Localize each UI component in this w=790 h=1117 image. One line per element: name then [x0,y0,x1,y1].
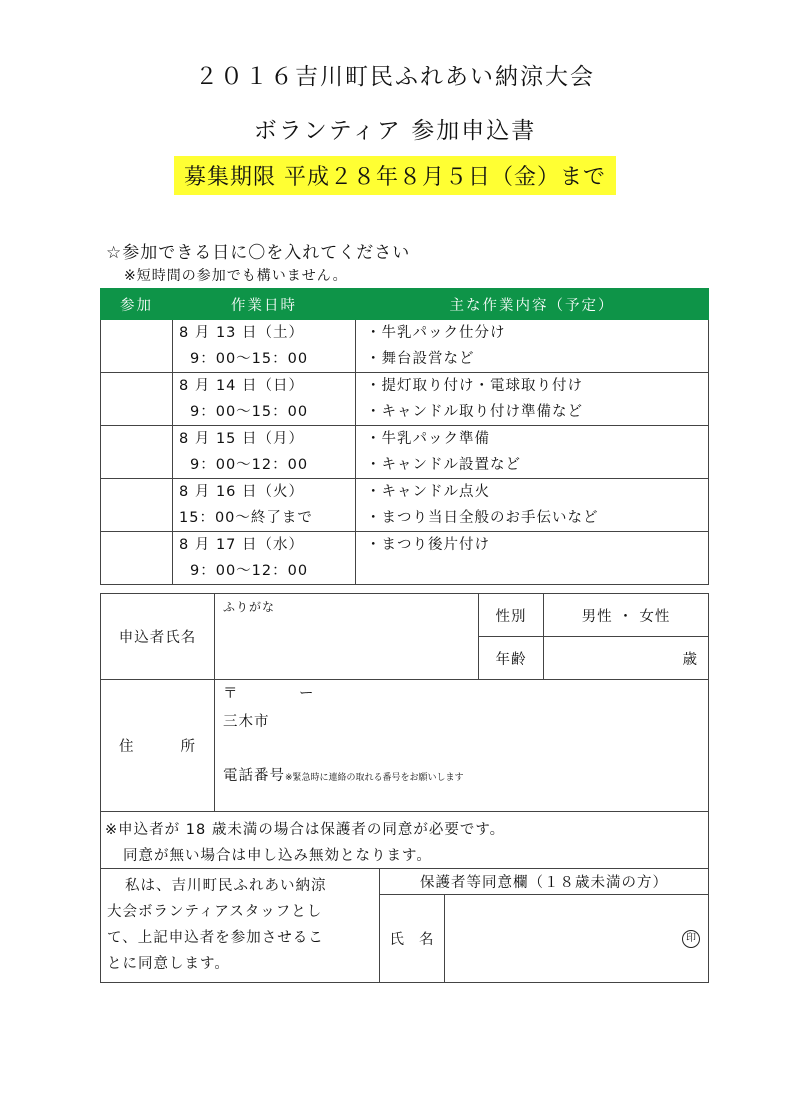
date-cell [173,373,356,426]
task-cell [356,426,709,479]
task-text: ・牛乳パック準備 [366,431,490,447]
date-text: 8 月 17 日（水） [179,537,305,553]
table-row [101,479,709,532]
address-label [101,680,215,812]
task-text: ・舞台設営など [366,351,475,367]
consent-statement-line: とに同意します。 [107,956,230,972]
task-text [356,558,708,584]
phone-note: ※緊急時に連絡の取れる番号をお願いします [285,773,464,783]
consent-table [100,868,709,983]
seal-icon: 印 [682,930,700,948]
phone-label: 電話番号 [223,768,285,784]
guardian-header: 保護者等同意欄（１８歳未満の方） [380,869,709,895]
age-unit: 歳 [682,651,698,668]
consent-statement-line: 私は、吉川町民ふれあい納涼 [125,878,327,894]
deadline-banner: 募集期限 平成２８年８月５日（金）まで [174,156,616,195]
postal-mark: 〒 [223,686,239,702]
task-text: ・まつり当日全般のお手伝いなど [366,510,599,526]
schedule-header-row [101,289,709,320]
task-cell [356,479,709,532]
date-text: 8 月 14 日（日） [179,378,305,394]
applicant-table [100,593,709,812]
date-cell [173,479,356,532]
age-field[interactable] [544,637,709,680]
gender-label: 性別 [479,594,544,637]
task-cell [356,320,709,373]
address-label-char: 住 [119,739,135,755]
task-text: ・キャンドル設置など [366,457,521,473]
guardian-name-field[interactable] [445,895,709,983]
guardian-name-label [380,895,445,983]
consent-note-line: ※申込者が 18 歳未満の場合は保護者の同意が必要です。 [105,822,506,838]
join-checkbox-cell[interactable] [101,479,173,532]
task-cell [356,373,709,426]
date-text: 8 月 15 日（月） [179,431,305,447]
applicant-name-field[interactable] [215,594,479,680]
join-checkbox-cell[interactable] [101,320,173,373]
time-text: 9：00〜12：00 [190,563,309,579]
join-checkbox-cell[interactable] [101,373,173,426]
task-cell [356,532,709,585]
table-row [101,532,709,585]
applicant-name-label: 申込者氏名 [101,594,215,680]
date-cell [173,532,356,585]
instruction-text: ☆参加できる日に〇を入れてください [106,243,411,263]
address-label-char: 所 [180,739,196,755]
guardian-name-char: 名 [419,932,435,948]
schedule-table [100,288,709,585]
consent-note-line: 同意が無い場合は申し込み無効となります。 [123,848,432,864]
city-text: 三木市 [223,714,270,730]
time-text: 9：00〜15：00 [190,404,309,420]
time-text: 15：00〜終了まで [179,510,313,526]
furigana-label: ふりがな [223,600,276,614]
task-text: ・牛乳パック仕分け [366,325,506,341]
date-cell [173,320,356,373]
date-text: 8 月 16 日（火） [179,484,305,500]
header-join: 参加 [101,289,173,320]
postal-dash: ー [299,686,315,702]
consent-note [100,810,709,868]
consent-statement-line: て、上記申込者を参加させるこ [107,930,324,946]
task-text: ・まつり後片付け [366,537,490,553]
task-text: ・提灯取り付け・電球取り付け [366,378,583,394]
gender-field[interactable]: 男性 ・ 女性 [544,594,709,637]
table-row [101,426,709,479]
age-label: 年齢 [479,637,544,680]
table-row [101,373,709,426]
time-text: 9：00〜15：00 [190,351,309,367]
date-text: 8 月 13 日（土） [179,325,305,341]
guardian-name-char: 氏 [389,932,405,948]
header-tasks: 主な作業内容（予定） [356,289,709,320]
address-field[interactable] [215,680,709,812]
page-title: ２０１６吉川町民ふれあい納涼大会 [195,64,595,90]
task-text: ・キャンドル取り付け準備など [366,404,583,420]
task-text: ・キャンドル点火 [366,484,490,500]
consent-statement [101,869,380,983]
instruction-note: ※短時間の参加でも構いません。 [124,268,348,284]
date-cell [173,426,356,479]
time-text: 9：00〜12：00 [190,457,309,473]
table-row [101,320,709,373]
consent-statement-line: 大会ボランティアスタッフとし [107,904,323,920]
join-checkbox-cell[interactable] [101,426,173,479]
form-subtitle: ボランティア 参加申込書 [253,118,537,144]
header-date: 作業日時 [173,289,356,320]
join-checkbox-cell[interactable] [101,532,173,585]
